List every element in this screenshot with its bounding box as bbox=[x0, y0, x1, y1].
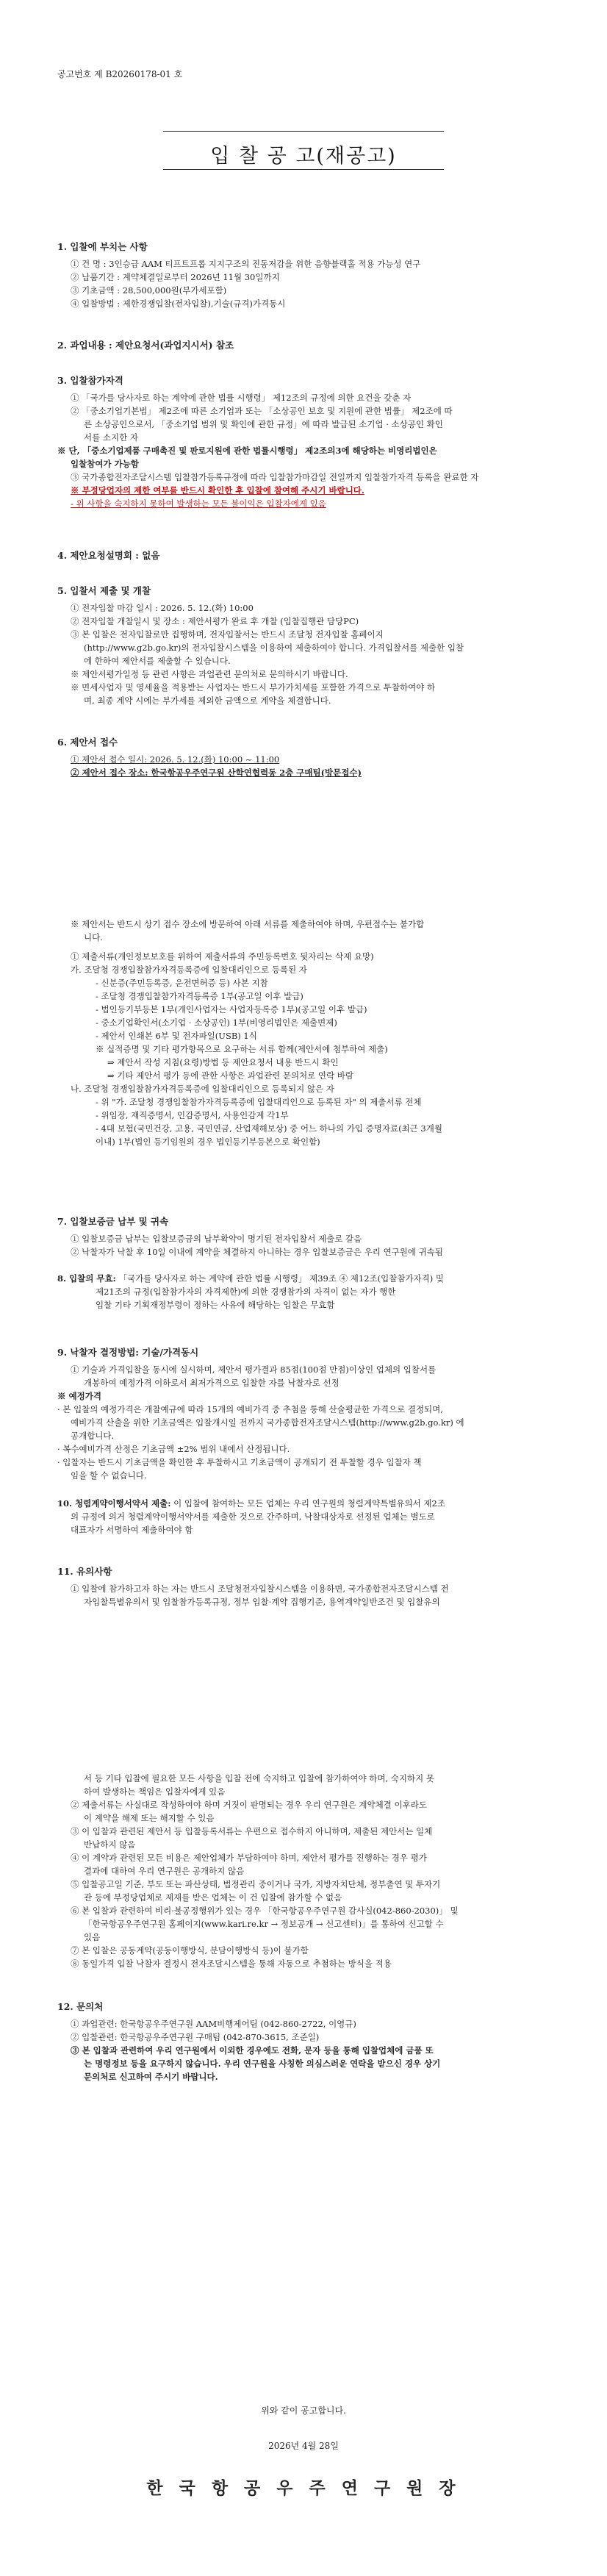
qualification-line: 른 소상공인으로서, 「중소기업 범위 및 확인에 관한 규정」에 따라 발급된 소기업 · 소상공인 확인 bbox=[84, 419, 443, 429]
submission-note: ※ 제안서평가일정 등 관련 사항은 과업관련 문의처로 문의하시기 바랍니다. bbox=[71, 669, 348, 679]
documents-note: 니다. bbox=[84, 932, 103, 942]
notice-date: 2026년 4월 28일 bbox=[268, 2441, 339, 2451]
precaution-line: ⑦ 본 입찰은 공동계약(공동이행방식, 분담이행방식 등)이 불가함 bbox=[71, 1945, 309, 1956]
precaution-line: 「한국항공우주연구원 홈페이지(www.kari.re.kr → 정보공개 → 신고센터)」를 통하여 신고할 수 bbox=[84, 1919, 444, 1929]
page-title: 입 찰 공 고(재공고) bbox=[210, 145, 397, 168]
integrity-heading bbox=[57, 1497, 560, 1510]
submission-note: ※ 면세사업자 및 영세율을 적용받는 사업자는 반드시 부가가치세를 포함한 가격으로 투찰하여야 하 bbox=[71, 682, 436, 693]
section-heading: 11. 유의사항 bbox=[57, 1566, 112, 1577]
section-heading: 1. 입찰에 부치는 사항 bbox=[57, 241, 148, 252]
section-award-method bbox=[57, 1345, 560, 1482]
precaution-line: 이 계약을 해제 또는 해지할 수 있음 bbox=[84, 1813, 215, 1823]
precaution-line: ② 제출서류는 사실대로 작성하여야 하며 거짓이 판명되는 경우 우리 연구원은 계약체결 이후라도 bbox=[71, 1800, 427, 1810]
title-top-rule bbox=[163, 131, 444, 132]
qualification-line: ① 「국가를 당사자로 하는 계약에 관한 법률 시행령」 제12조의 규정에 의한 요건을 갖춘 자 bbox=[71, 393, 412, 403]
precaution-line: ③ 이 입찰과 관련된 제안서 등 입찰등록서류는 우편으로 접수하지 아니하며, 제출된 제안서는 일체 bbox=[71, 1826, 433, 1836]
submission-line: ② 전자입찰 개찰일시 및 장소 : 제안서평가 완료 후 개찰 (입찰집행관 담당PC) bbox=[71, 616, 359, 626]
section-heading: 8. 입찰의 무효: bbox=[57, 1273, 116, 1284]
precaution-line: 하여 발생하는 책임은 입찰자에게 있음 bbox=[84, 1786, 226, 1797]
documents-line: ⇒ 기타 제안서 평가 등에 관한 사항은 과업관련 문의처로 연락 바람 bbox=[107, 1070, 354, 1081]
notice-number: 공고번호 제 B20260178-01 호 bbox=[57, 69, 183, 79]
documents-line: - 신분증(주민등록증, 운전면허증 등) 사본 지참 bbox=[96, 978, 268, 988]
precaution-line: 반납하지 않음 bbox=[84, 1839, 136, 1850]
section-bid-bond bbox=[57, 1214, 560, 1259]
section-invalid-bids bbox=[57, 1272, 560, 1312]
precaution-line: 서 등 기타 입찰에 필요한 모든 사항을 입찰 전에 숙지하고 입찰에 참가하여야 하며, 숙지하지 못 bbox=[84, 1773, 434, 1783]
invalid-bids-text: 「국가를 당사자로 하는 계약에 관한 법률 시행령」 제39조 ④ 제12조(입찰참가자격) 및 bbox=[115, 1273, 445, 1284]
item-delivery-period: ② 납품기간 : 계약체결일로부터 2026년 11월 30일까지 bbox=[71, 272, 280, 282]
contact-line: ② 입찰관련: 한국항공우주연구원 구매팀 (042-870-3615, 조준일) bbox=[71, 2032, 320, 2042]
closing-statement: 위와 같이 공고합니다. bbox=[261, 2405, 346, 2416]
qualification-note: 입찰참여가 가능함 bbox=[71, 459, 139, 469]
qualification-line: 서를 소지한 자 bbox=[84, 432, 138, 443]
documents-line: 나. 조달청 경쟁입찰참가자격등록증에 입찰대리인으로 등록되지 않은 자 bbox=[71, 1084, 334, 1094]
precaution-line: 자입찰특별유의서 및 입찰참가등록규정, 정부 입찰·계약 집행기준, 용역계약일반조건 및 입찰유의 bbox=[84, 1597, 440, 1607]
item-project-name: ① 건 명 : 3인승급 AAM 티프트프롭 지지구조의 진동저감을 위한 음향블랙홀 적용 가능성 연구 bbox=[71, 259, 421, 269]
section-heading: 3. 입찰참가자격 bbox=[57, 375, 123, 386]
invalid-bids-line: 입찰 기타 기획재정부령이 정하는 사유에 해당하는 입찰은 무효함 bbox=[96, 1300, 335, 1310]
award-note-heading: ※ 예정가격 bbox=[57, 1391, 101, 1401]
documents-note: ※ 제안서는 반드시 상기 접수 장소에 방문하여 아래 서류를 제출하여야 하며, 우편접수는 불가합 bbox=[71, 919, 425, 929]
documents-line: 이내) 1부(법인 등기임원의 경우 법인등기부등본으로 확인함) bbox=[96, 1137, 320, 1147]
documents-line: - 조달청 경쟁입찰참가자격등록증 1부(공고일 이후 발급) bbox=[96, 991, 304, 1001]
documents-line: 가. 조달청 경쟁입찰참가자격등록증에 입찰대리인으로 등록된 자 bbox=[71, 965, 307, 975]
contact-line: ① 과업관련: 한국항공우주연구원 AAM비행제어팀 (042-860-2722, 이영규) bbox=[71, 2019, 356, 2029]
section-heading: 2. 과업내용 : 제안요청서(과업지시서) 참조 bbox=[57, 340, 234, 351]
precaution-line: 있음 bbox=[84, 1932, 101, 1942]
documents-line: - 제안서 인쇄본 6부 및 전자파일(USB) 1식 bbox=[96, 1031, 257, 1041]
contact-warning: ③ 본 입찰과 관련하여 우리 연구원에서 이외한 경우에도 전화, 문자 등을 통해 입찰업체에 금품 또 bbox=[71, 2045, 434, 2056]
precaution-line: ⑤ 입찰공고일 기준, 부도 또는 파산상태, 법정관리 중이거나 국가, 지방자치단체, 정부출연 및 투자기 bbox=[71, 1879, 441, 1889]
award-line: 임을 할 수 없습니다. bbox=[71, 1470, 147, 1481]
receipt-location-text: ② 제안서 접수 장소: 한국항공우주연구원 산학연협력동 2층 구매팀(방문접수) bbox=[71, 768, 362, 778]
integrity-text: 이 입찰에 참여하는 모든 업체는 우리 연구원의 청렴계약특별유의서 제2조 bbox=[170, 1498, 445, 1509]
section-briefing bbox=[57, 548, 560, 566]
bid-bond-line: ① 입찰보증금 납부는 입찰보증금의 납부확약이 명기된 전자입찰서 제출로 갈음 bbox=[71, 1234, 362, 1244]
section-heading: 7. 입찰보증금 납부 및 귀속 bbox=[57, 1216, 169, 1227]
precaution-line: ① 입찰에 참가하고자 하는 자는 반드시 조달청전자입찰시스템을 이용하면, 국가종합전자조달시스템 전 bbox=[71, 1584, 449, 1594]
contact-warning: 문의처로 신고하여 주시기 바랍니다. bbox=[84, 2072, 218, 2082]
integrity-line: 의 규정에 의거 청렴계약이행서약서를 제출한 것으로 간주하며, 낙찰대상자로 선정된 업체는 별도로 bbox=[71, 1511, 435, 1522]
submission-line: ③ 본 입찰은 전자입찰로만 집행하며, 전자입찰서는 반드시 조달청 전자입찰 홈페이지 bbox=[71, 629, 384, 640]
section-submission bbox=[57, 584, 560, 707]
documents-line: ① 제출서류(개인정보보호를 위하여 제출서류의 주민등록번호 뒷자리는 삭제 요망) bbox=[71, 951, 374, 962]
section-qualifications bbox=[57, 373, 560, 510]
submission-line: 에 한하여 제안서를 제출할 수 있습니다. bbox=[84, 656, 231, 666]
section-proposal-receipt bbox=[57, 735, 560, 779]
section-heading: 4. 제안요청설명회 : 없음 bbox=[57, 550, 160, 561]
section-heading: 10. 청렴계약이행서약서 제출: bbox=[57, 1498, 171, 1509]
documents-line: ⇒ 제안서 작성 지침(요령)방법 등 제안요청서 내용 반드시 확인 bbox=[107, 1057, 339, 1067]
warning-note: ※ 부정당업자의 제한 여부를 반드시 확인한 후 입찰에 참여해 주시기 바랍니다. bbox=[71, 485, 364, 495]
section-heading: 9. 낙찰자 결정방법: 기술/가격동시 bbox=[57, 1347, 199, 1358]
receipt-location bbox=[57, 766, 560, 779]
integrity-line: 대표자가 서명하여 제출하여야 함 bbox=[71, 1525, 193, 1535]
invalid-bids-heading bbox=[57, 1272, 560, 1285]
section-bid-items bbox=[57, 240, 560, 310]
item-base-amount: ③ 기초금액 : 28,500,000원(부가세포함) bbox=[71, 285, 227, 296]
section-heading: 12. 문의처 bbox=[57, 2001, 104, 2012]
section-contacts bbox=[57, 2000, 560, 2083]
award-line: · 입찰자는 반드시 기초금액을 확인한 후 투찰하시고 기초금액이 공개되기 전 투찰할 경우 입찰자 책 bbox=[57, 1457, 422, 1467]
documents-line: - 위임장, 재직증명서, 인감증명서, 사용인감계 각1부 bbox=[96, 1110, 289, 1120]
award-line: · 복수예비가격 산정은 기초금액 ±2% 범위 내에서 산정됩니다. bbox=[57, 1444, 290, 1454]
documents-line: - 중소기업확인서(소기업 · 소상공인) 1부(비영리법인은 제출면제) bbox=[96, 1017, 337, 1028]
documents-line: - 위 "가. 조달청 경쟁입찰참가자격등록증에 입찰대리인으로 등록된 자" 의 제출서류 전체 bbox=[96, 1097, 422, 1107]
section-precautions bbox=[57, 1564, 560, 1609]
submission-line: ① 전자입찰 마감 일시 : 2026. 5. 12.(화) 10:00 bbox=[71, 603, 254, 613]
precaution-line: 결과에 대하여 우리 연구원은 공개하지 않음 bbox=[84, 1866, 245, 1876]
documents-line: - 법인등기부등본 1부(개인사업자는 사업자등록증 1부)(공고일 이후 발급) bbox=[96, 1004, 367, 1015]
receipt-datetime bbox=[57, 753, 560, 766]
section-submission-documents bbox=[57, 917, 560, 1148]
title-bottom-rule bbox=[163, 169, 444, 170]
warning-note: - 위 사항을 숙지하지 못하여 발생하는 모든 불이익은 입찰자에게 있음 bbox=[71, 498, 326, 509]
award-line: ① 기술과 가격입찰을 동시에 실시하며, 제안서 평가결과 85점(100점 만점)이상인 업체의 입찰서를 bbox=[71, 1364, 437, 1375]
contact-warning: 는 명령정보 등을 요구하지 않습니다. 우리 연구원을 사칭한 의심스러운 연락을 받으신 경우 상기 bbox=[84, 2058, 441, 2069]
section-heading: 6. 제안서 접수 bbox=[57, 737, 118, 748]
award-line: 예비가격 산출을 위한 기초금액은 입찰개시일 전까지 국가종합전자조달시스템(http://www.g2b.go.kr) 에 bbox=[71, 1417, 464, 1428]
award-line: 공개합니다. bbox=[71, 1431, 115, 1441]
qualification-line: ③ 국가종합전자조달시스템 입찰참가등록규정에 따라 입찰참가마감일 전일까지 입찰참가자격 등록을 완료한 자 bbox=[71, 472, 479, 482]
precaution-line: ⑥ 본 입찰과 관련하여 비리·불공정행위가 있는 경우 「한국항공우주연구원 감사실(042-860-2030)」 및 bbox=[71, 1906, 459, 1916]
bid-bond-line: ② 낙찰자가 낙찰 후 10일 이내에 계약을 체결하지 아니하는 경우 입찰보증금은 우리 연구원에 귀속됨 bbox=[71, 1247, 443, 1257]
section-integrity-pledge bbox=[57, 1497, 560, 1536]
submission-line: (http://www.g2b.go.kr)의 전자입찰시스템을 이용하여 제출하여야 합니다. 가격입찰서를 제출한 입찰 bbox=[84, 643, 464, 653]
precaution-line: 관 등에 부정당업체로 제재를 받은 업체는 이 건 입찰에 참가할 수 없음 bbox=[84, 1892, 342, 1903]
section-precautions-continued bbox=[57, 1772, 560, 1970]
precaution-line: ⑧ 동일가격 입찰 낙찰자 결정시 전자조달시스템을 통해 자동으로 추첨하는 방식을 적용 bbox=[71, 1958, 392, 1969]
item-bid-method: ④ 입찰방법 : 제한경쟁입찰(전자입찰),기술(규격)가격동시 bbox=[71, 298, 286, 309]
issuer-signature: 한 국 항 공 우 주 연 구 원 장 bbox=[146, 2478, 461, 2498]
receipt-datetime-text: ① 제안서 접수 일시: 2026. 5. 12.(화) 10:00 ~ 11:00 bbox=[71, 754, 280, 765]
precaution-line: ④ 이 계약과 관련된 모든 비용은 제안업체가 부담하여야 하며, 제안서 평가를 진행하는 경우 평가 bbox=[71, 1853, 427, 1863]
section-scope bbox=[57, 338, 560, 356]
section-heading: 5. 입찰서 제출 및 개찰 bbox=[57, 585, 151, 596]
submission-note: 며, 최종 계약 시에는 부가세를 제외한 금액으로 계약을 체결합니다. bbox=[84, 695, 331, 706]
invalid-bids-line: 제21조의 규정(입찰참가자의 자격제한)에 의한 경쟁참가의 자격이 없는 자가 행한 bbox=[96, 1287, 396, 1297]
qualification-line: ② 「중소기업기본법」 제2조에 따른 소기업과 또는 「소상공인 보호 및 지원에 관한 법률」 제2조에 따 bbox=[71, 406, 453, 416]
award-line: 개봉하여 예정가격 이하로서 최저가격으로 입찰한 자를 낙찰자로 선정 bbox=[84, 1378, 340, 1388]
qualification-note: ※ 단, 「중소기업제품 구매촉진 및 판로지원에 관한 법률시행령」 제2조의3에 해당하는 비영리법인은 bbox=[57, 446, 437, 456]
award-line: · 본 입찰의 예정가격은 개찰예규에 따라 15개의 예비가격 중 추첨을 통해 산술평균한 가격으로 결정되며, bbox=[57, 1404, 443, 1414]
documents-line: ※ 실적증명 및 기타 평가항목으로 요구하는 서류 함께(제안서에 첨부하여 제출) bbox=[96, 1044, 388, 1054]
documents-line: - 4대 보험(국민건강, 고용, 국민연금, 산업재해보상) 중 어느 하나의 가입 증명자료(최근 3개월 bbox=[96, 1123, 442, 1134]
